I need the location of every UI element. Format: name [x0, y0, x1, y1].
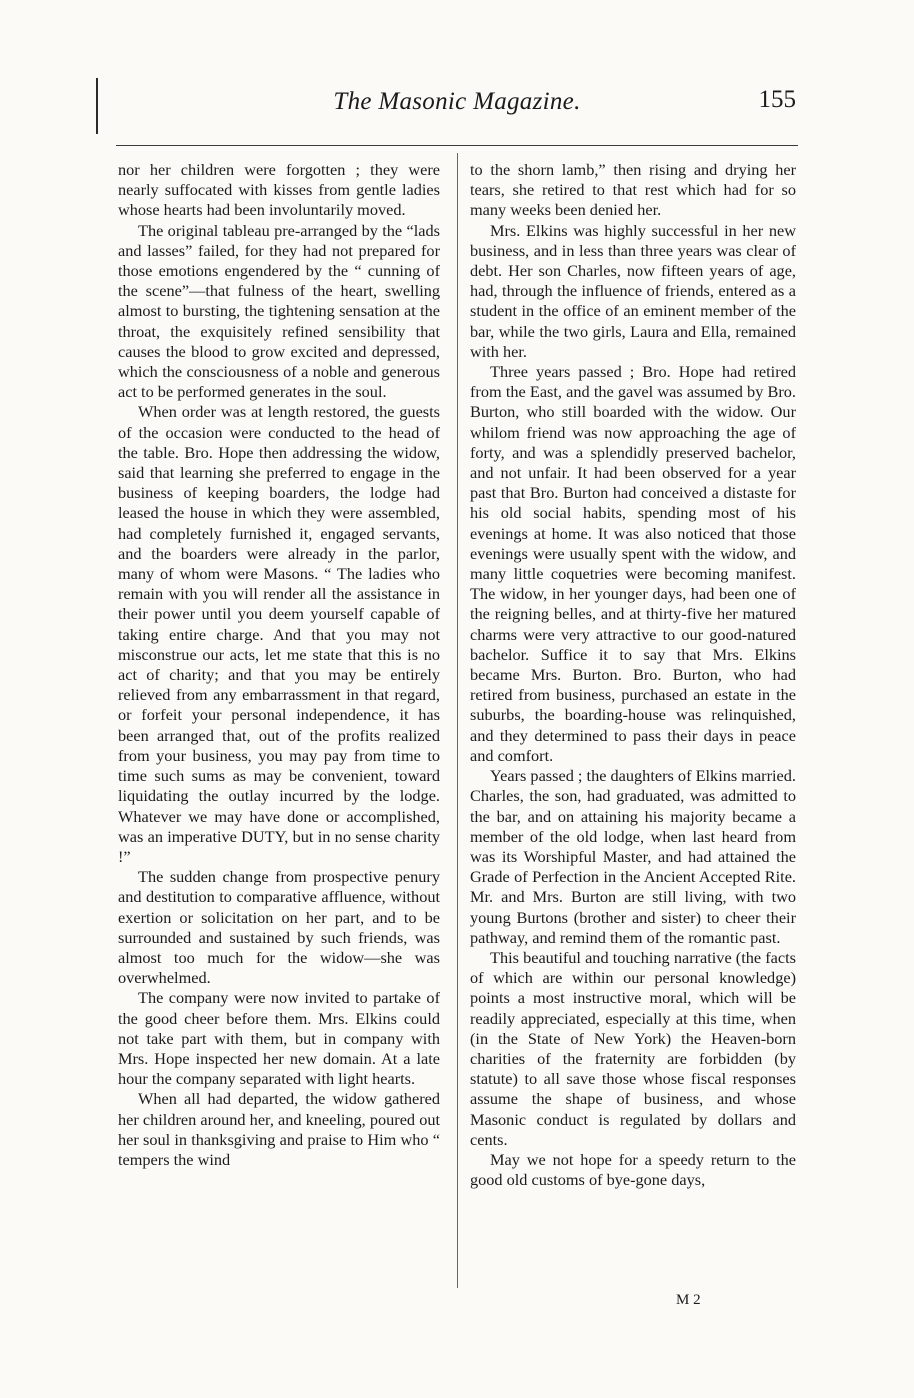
paragraph: to the shorn lamb,” then rising and drying her tears, she retired to that rest which had for so many weeks been denied her.	[470, 160, 796, 220]
page-header	[118, 84, 796, 124]
paragraph: Mrs. Elkins was highly successful in her new business, and in less than three years was clear of debt. Her son Charles, now fifteen years of age, had, through the influence of friends, entered as a student in the office of an eminent member of the bar, while the two girls, Laura and Ella, remained with her.	[470, 220, 796, 361]
paragraph: Three years passed ; Bro. Hope had retired from the East, and the gavel was assumed by Bro. Burton, who still boarded with the widow. Our whilom friend was now approaching the age of forty, and was a splendidly preserved bachelor, and not unfair. It had been observed for a year past that Bro. Burton had conceived a distaste for his old social habits, spending most of his evenings at home. It was also noticed that those evenings were usually spent with the widow, and many little coquetries were becoming manifest. The widow, in her younger days, had been one of the reigning belles, and at thirty-five her matured charms were very attractive to our good-natured bachelor. Suffice it to say that Mrs. Elkins became Mrs. Burton. Bro. Burton, who had retired from business, purchased an estate in the suburbs, the boarding-house was relinquished, and they determined to pass their days in peace and comfort.	[470, 362, 796, 765]
header-rule	[116, 145, 798, 146]
paragraph: May we not hope for a speedy return to the good old customs of bye-gone days,	[470, 1149, 796, 1190]
column-divider	[457, 153, 458, 1288]
running-head: The Masonic Magazine.	[333, 88, 581, 115]
margin-rule	[96, 78, 98, 134]
paragraph: Years passed ; the daughters of Elkins married. Charles, the son, had graduated, was admitted to the bar, and on attaining his majority became a member of the old lodge, when last heard from was its Worshipful Master, and had attained the Grade of Perfection in the Ancient Accepted Rite. Mr. and Mrs. Burton are still living, with two young Burtons (brother and sister) to cheer their pathway, and remind them of the romantic past.	[470, 766, 796, 947]
paragraph: When all had departed, the widow gathered her children around her, and kneeling, poured out her soul in thanksgiving and praise to Him who “ tempers the wind	[118, 1089, 440, 1169]
paragraph: The company were now invited to partake of the good cheer before them. Mrs. Elkins could not take part with them, but in company with Mrs. Hope inspected her new domain. At a late hour the company separated with light hearts.	[118, 988, 440, 1089]
right-column	[470, 160, 796, 1300]
paragraph: This beautiful and touching narrative (the facts of which are within our personal knowledge) points a most instructive moral, which will be readily appreciated, especially at this time, when (in the State of New York) the Heaven-born charities of the fraternity are forbidden (by statute) to all save those whose fiscal responses assume the shape of business, and whose Masonic conduct is regulated by dollars and cents.	[470, 947, 796, 1149]
signature-mark: M 2	[676, 1292, 701, 1308]
left-column	[118, 160, 440, 1300]
paragraph: The original tableau pre-arranged by the “lads and lasses” failed, for they had not prepared for those emotions engendered by the “ cunning of the scene”—that fulness of the heart, swelling almost to bursting, the tightening sensation at the throat, the exquisitely refined sensibility that causes the blood to grow excited and depressed, which the consciousness of a noble and generous act to be performed generates in the soul.	[118, 220, 440, 402]
paragraph: When order was at length restored, the guests of the occasion were conducted to the head of the table. Bro. Hope then addressing the widow, said that learning she preferred to engage in the business of keeping boarders, the lodge had leased the house in which they were assembled, had completely furnished it, engaged servants, and the boarders were already in the parlor, many of whom were Masons. “ The ladies who remain with you will render all the assistance in their power until you deem yourself capable of taking entire charge. And that you may not misconstrue our acts, let me state that this is no act of charity; and that you may be entirely relieved from any embarrassment in that regard, or forfeit your personal independence, it has been arranged that, out of the profits realized from your business, you may pay from time to time such sums as may be convenient, toward liquidating the outlay incurred by the lodge. Whatever we may have done or accomplished, was an imperative DUTY, but in no sense charity !”	[118, 402, 440, 866]
page-number: 155	[758, 86, 796, 113]
paragraph: nor her children were forgotten ; they were nearly suffocated with kisses from gentle ladies whose hearts had been involuntarily moved.	[118, 160, 440, 220]
paragraph: The sudden change from prospective penury and destitution to comparative affluence, without exertion or solicitation on her part, and to be surrounded and sustained by such friends, was almost too much for the widow—she was overwhelmed.	[118, 867, 440, 988]
